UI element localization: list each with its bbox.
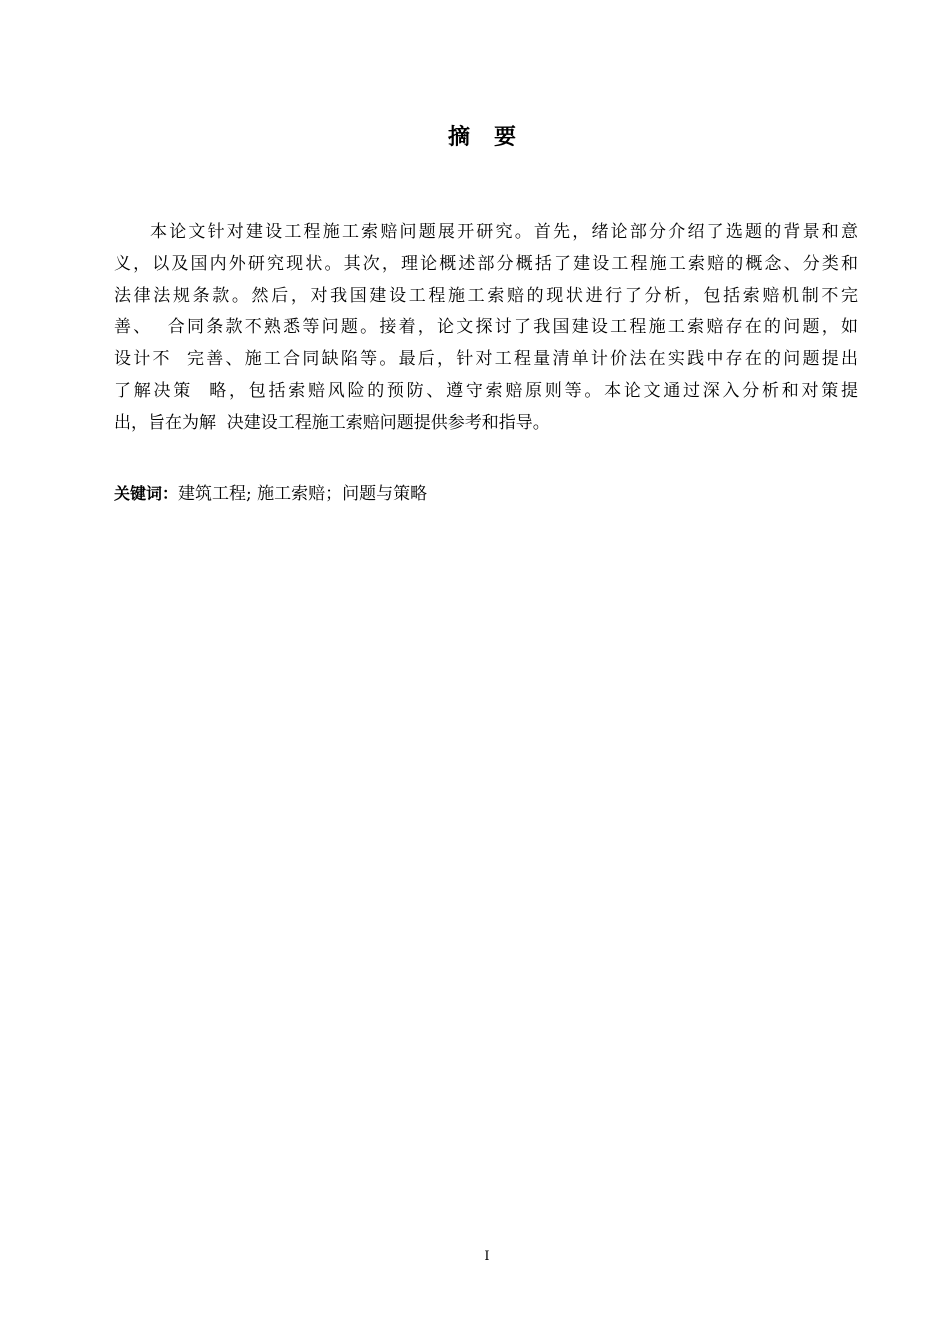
abstract-line-4: 善、 合同条款不熟悉等问题。接着，论文探讨了我国建设工程施工索赔存在的问题，如 — [114, 317, 858, 338]
keywords-line — [114, 480, 427, 508]
abstract-line-3: 法律法规条款。然后，对我国建设工程施工索赔的现状进行了分析，包括索赔机制不完 — [114, 285, 858, 306]
abstract-line-2: 义，以及国内外研究现状。其次，理论概述部分概括了建设工程施工索赔的概念、分类和 — [114, 253, 858, 274]
abstract-line-6: 了解决策 略，包括索赔风险的预防、遵守索赔原则等。本论文通过深入分析和对策提 — [114, 380, 858, 401]
title-char-2: 要 — [494, 125, 519, 150]
page-number: I — [484, 1249, 490, 1264]
abstract-body — [114, 218, 858, 441]
keywords-text: 建筑工程; 施工索赔；问题与策略 — [178, 484, 428, 504]
abstract-line-1: 本论文针对建设工程施工索赔问题展开研究。首先，绪论部分介绍了选题的背景和意 — [150, 222, 858, 242]
abstract-line-5: 设计不 完善、施工合同缺陷等。最后，针对工程量清单计价法在实践中存在的问题提出 — [114, 349, 858, 370]
keywords-label: 关键词： — [114, 484, 179, 503]
abstract-line-7: 出，旨在为解 决建设工程施工索赔问题提供参考和指导。 — [114, 412, 550, 433]
page-title — [0, 122, 950, 154]
title-char-1: 摘 — [447, 125, 472, 150]
